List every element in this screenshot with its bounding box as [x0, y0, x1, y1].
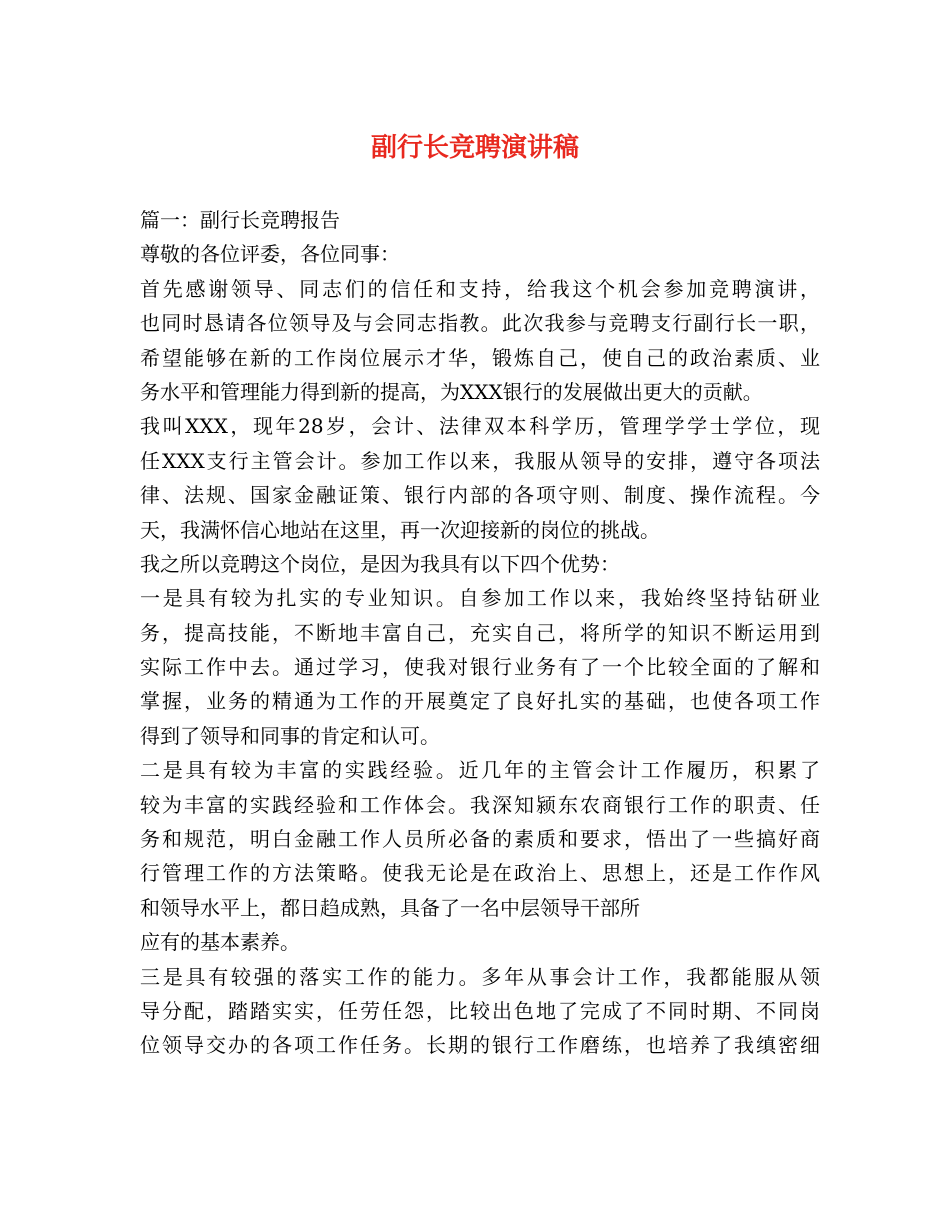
text-line: 较为丰富的实践经验和工作体会。我深知颍东农商银行工作的职责、任: [140, 792, 820, 817]
text-line: 二是具有较为丰富的实践经验。近几年的主管会计工作履历，积累了: [140, 758, 820, 783]
text-line: 也同时恳请各位领导及与会同志指教。此次我参与竞聘支行副行长一职，: [140, 311, 820, 336]
text-line: 希望能够在新的工作岗位展示才华，锻炼自己，使自己的政治素质、业: [140, 345, 820, 370]
text-line: 一是具有较为扎实的专业知识。自参加工作以来，我始终坚持钻研业: [140, 586, 820, 611]
text-line: 掌握，业务的精通为工作的开展奠定了良好扎实的基础，也使各项工作: [140, 689, 820, 714]
text-line: 篇一：副行长竞聘报告: [140, 208, 340, 232]
document-body: [140, 203, 820, 1063]
document-title: 副行长竞聘演讲稿: [370, 133, 579, 163]
text-line: 首先感谢领导、同志们的信任和支持，给我这个机会参加竞聘演讲，: [140, 276, 820, 301]
text-line: 行管理工作的方法策略。使我无论是在政治上、思想上，还是工作作风: [140, 861, 820, 886]
text-line: 和领导水平上，都日趋成熟，具备了一名中层领导干部所: [140, 895, 640, 920]
text-line: 务，提高技能，不断地丰富自己，充实自己，将所学的知识不断运用到: [140, 620, 820, 645]
text-line: 尊敬的各位评委，各位同事：: [140, 242, 400, 267]
text-line: 位领导交办的各项工作任务。长期的银行工作磨练，也培养了我缜密细: [140, 1033, 820, 1058]
text-line: 我叫XXX，现年28岁，会计、法律双本科学历，管理学学士学位，现: [140, 414, 820, 439]
text-line: 应有的基本素养。: [140, 930, 300, 955]
text-line: 三是具有较强的落实工作的能力。多年从事会计工作，我都能服从领: [140, 964, 820, 989]
text-line: 得到了领导和同事的肯定和认可。: [140, 723, 440, 748]
text-line: 我之所以竞聘这个岗位，是因为我具有以下四个优势：: [140, 551, 620, 576]
text-line: 天，我满怀信心地站在这里，再一次迎接新的岗位的挑战。: [140, 517, 660, 542]
text-line: 任XXX支行主管会计。参加工作以来，我服从领导的安排，遵守各项法: [140, 448, 820, 473]
text-line: 实际工作中去。通过学习，使我对银行业务有了一个比较全面的了解和: [140, 655, 820, 680]
text-line: 务水平和管理能力得到新的提高，为XXX银行的发展做出更大的贡献。: [140, 379, 763, 404]
text-line: 务和规范，明白金融工作人员所必备的素质和要求，悟出了一些搞好商: [140, 827, 820, 852]
text-line: 律、法规、国家金融证策、银行内部的各项守则、制度、操作流程。今: [140, 483, 820, 508]
text-line: 导分配，踏踏实实，任劳任怨，比较出色地了完成了不同时期、不同岗: [140, 998, 820, 1023]
